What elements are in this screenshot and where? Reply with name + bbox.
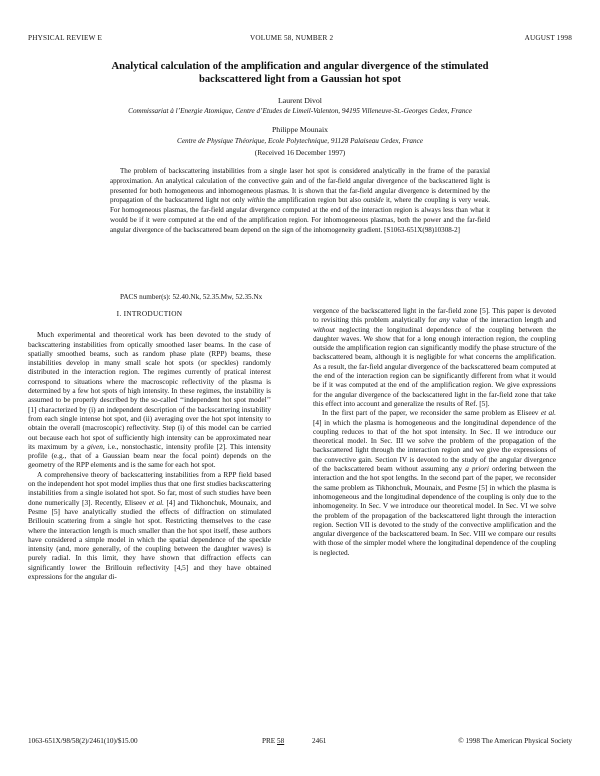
footer-code: 1063-651X/98/58(2)/2461(10)/$15.00 [28,737,138,745]
pacs-numbers: PACS number(s): 52.40.Nk, 52.35.Mw, 52.35.Nx [120,293,263,301]
abstract: The problem of backscattering instabilities from a single laser hot spot is considered analytically in the frame of the paraxial approximation. An analytical calculation of the convective gain and of the far-field angular divergence of the backscattered light is presented for both homogeneous and inhomogeneous plasmas. It is shown that the far-field angular divergence is determined by the propagation of the backscattered light not only within the amplification region but also outside it, where the coupling is very weak. For homogeneous plasmas, the far-field angular divergence computed at the end of the interaction region is always less than what it would be if it were computed at the end of the amplification region. For inhomogeneous plasmas, both the power and the far-field angular divergence of the backscattered beam depend on the sign of the inhomogeneity gradient. [S1063-651X(98)10308-2] [110,167,490,234]
right-column [313,306,556,557]
paragraph: In the first part of the paper, we reconsider the same problem as Eliseev et al. [4] in which the plasma is homogeneous and the longitudinal dependence of the coupling reduces to that of the hot spot intensity. In Sec. II we introduce our theoretical model. In Sec. III we solve the problem of the propagation of the backscattered light through the interaction region and we give the expressions of the convective gain. Section IV is devoted to the study of the angular divergence of the backscattered beam without assuming any a priori ordering between the interaction and the hot spot lengths. In the second part of the paper, we reconsider the same problem as Tikhonchuk, Mounaix, and Pesme [5] in which the plasma is inhomogeneous and the longitudinal dependence of the coupling is only due to the inhomogeneity. In Sec. V we introduce our theoretical model. In Sec. VI we solve the problem of the propagation of the backscattered light through the interaction region. Section VII is devoted to the study of the convective amplification and the angular divergence of the backscattered beam. In Sec. VIII we compare our results with those of the simpler model where the longitudinal dependence of the coupling is neglected. [313,408,556,557]
received-date: (Received 16 December 1997) [254,148,346,157]
affiliation-1: Commissariat à l’Energie Atomique, Centre d’Etudes de Limeil-Valenton, 94195 Villeneuve-St.-Georges Cedex, France [128,107,472,115]
title-line-2: backscattered light from a Gaussian hot spot [198,74,402,85]
journal-name: PHYSICAL REVIEW E [28,34,103,42]
left-column [28,306,271,581]
paragraph: vergence of the backscattered light in the far-field zone [5]. This paper is devoted to revisiting this problem analytically for any value of the interaction length and without neglecting the longitudinal dependence of the coupling between the daughter waves. We show that for a long enough interaction region, the coupling outside the amplification region can significantly modify the phase structure of the backscattered beam, although it is negligible for what concerns the amplification. As a result, the far-field angular divergence of the backscattered beam computed at the end of the interaction region can be significantly different from what it would be if it was computed at the end of the amplification region. We give expressions for the angular divergence of the backscattered light in the far-field zone that take this effect into account and generalize the results of Ref. [5]. [313,306,557,408]
copyright: © 1998 The American Physical Society [458,737,572,745]
author-1: Laurent Divol [278,96,322,105]
volume-number: VOLUME 58, NUMBER 2 [250,34,334,42]
issue-date: AUGUST 1998 [524,34,572,42]
paper-title [80,60,520,86]
paragraph: Much experimental and theoretical work has been devoted to the study of backscattering instabilities from optically smoothed laser beams. In the case of spatially smoothed beams, such as random phase plate (RPP) beams, these instabilities develop in many small scale hot spots (or speckles) randomly distributed in the interaction region. The regimes currently of pratical interest correspond to situations where the macroscopic reflectivity of the plasma is determined by a few hot spots of high intensity. In these regimes, the instability is assumed to be properly described by the so-called ‘‘independent hot spot model’’ [1] characterized by (i) an independent description of the backscattering instability from each single intense hot spot, and (ii) averaging over the hot spot intensity to obtain the overall (macroscopic) reflectivity. Step (i) of this model can be carried out because each hot spot of sufficiently high intensity can be approximated near its maximum by a given, i.e., nonstochastic, intensity profile [2]. This intensity profile (e.g., that of a Gaussian beam near the focal point) depends on the geometry of the RPP elements and is the same for each hot spot. [28,330,272,470]
title-line-1: Analytical calculation of the amplification and angular divergence of the stimulated [111,61,489,72]
affiliation-2: Centre de Physique Théorique, Ecole Polytechnique, 91128 Palaiseau Cedex, France [177,137,423,145]
page-number: 2461 [312,737,327,745]
author-2: Philippe Mounaix [271,125,329,134]
footer-journal: PRE 58 [262,737,285,745]
section-heading: I. INTRODUCTION [116,309,183,318]
paragraph: A comprehensive theory of backscattering instabilities from a RPP field based on the independent hot spot model implies thus that one first studies backscattering instabilities from a single isolated hot spot. So far, most of such studies have been done numerically [3]. Recently, Eliseev et al. [4] and Tikhonchuk, Mounaix, and Pesme [5] have analytically studied the effects of diffraction on stimulated Brillouin scattering from a single hot spot. Restricting themselves to the case where the interaction length is much smaller than the hot spot itself, these authors have considered a simple model in which the spatial dependence of the speckle intensity (and, more generally, of the coupling between the daughter waves) is purely radial. In this limit, they have shown that diffraction effects can significantly lower the Brillouin reflectivity [4,5] and they have obtained expressions for the angular di- [28,469,271,582]
